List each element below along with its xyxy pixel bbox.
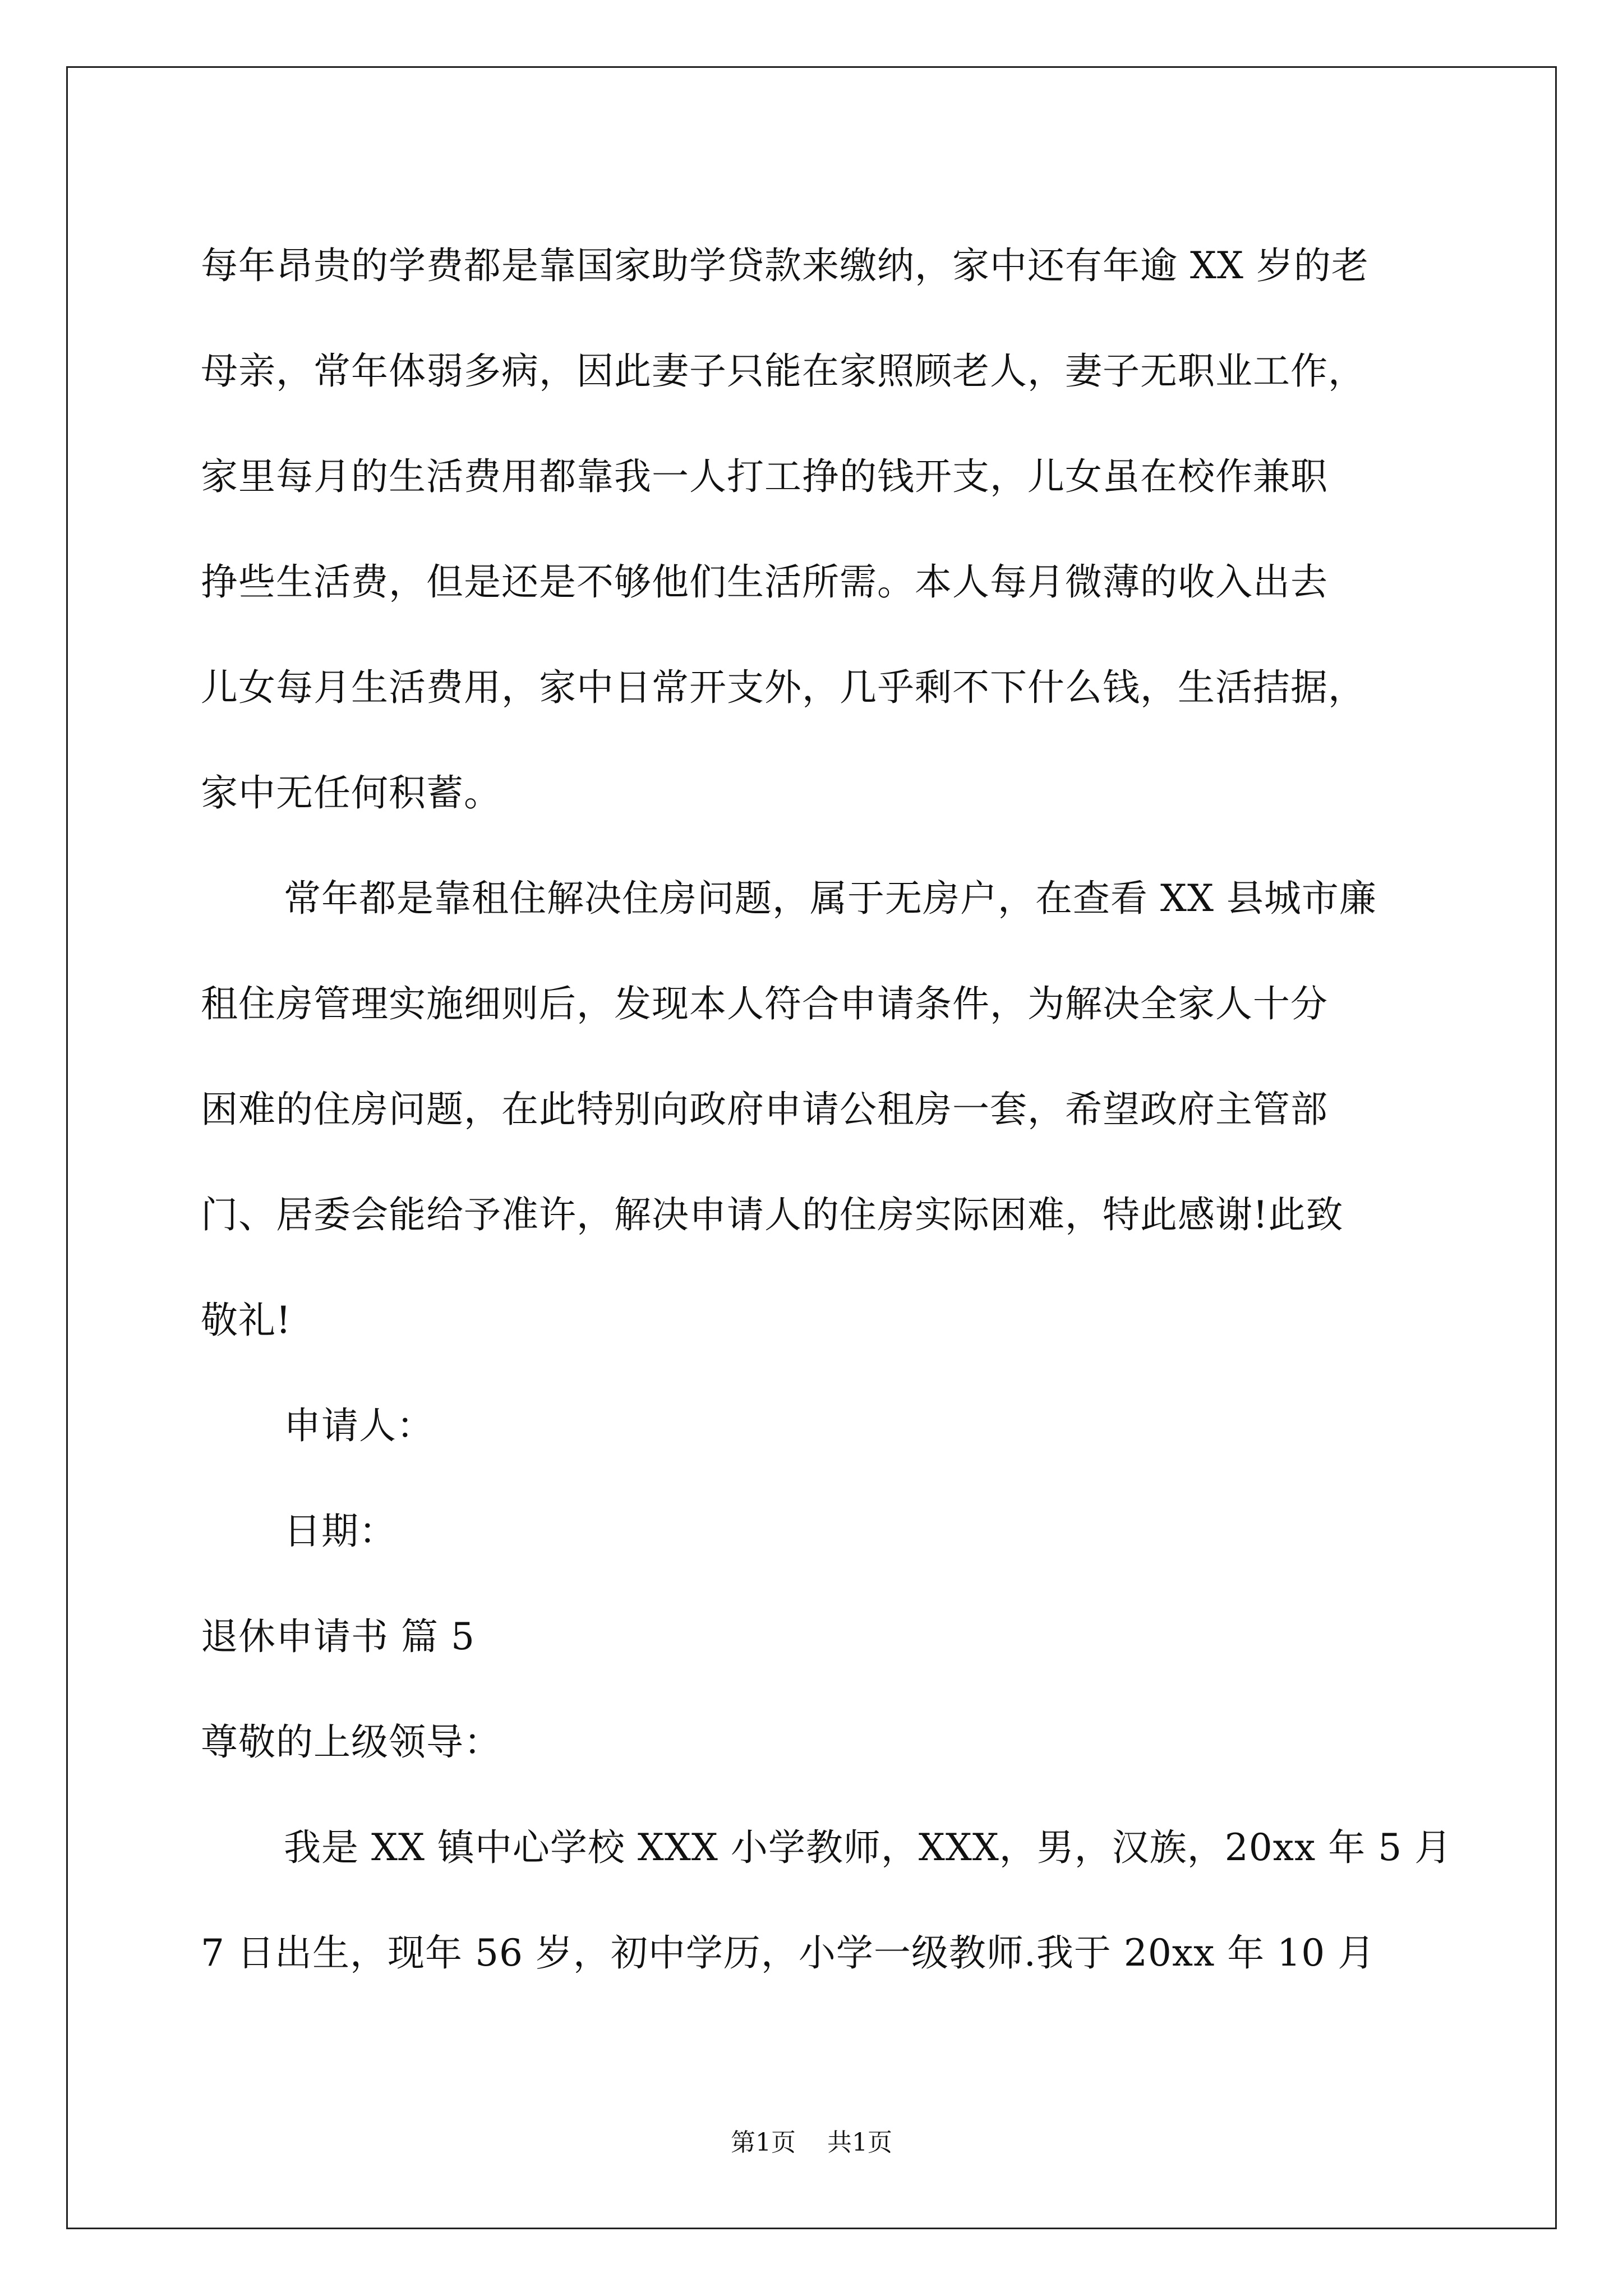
document-body xyxy=(201,213,1463,2006)
body-line: 儿女每月生活费用，家中日常开支外，几乎剩不下什么钱，生活拮据， xyxy=(201,666,1366,709)
body-line: 挣些生活费，但是还是不够他们生活所需。本人每月微薄的收入出去 xyxy=(201,560,1328,604)
body-line: 租住房管理实施细则后，发现本人符合申请条件，为解决全家人十分 xyxy=(201,982,1328,1025)
body-line: 家中无任何积蓄。 xyxy=(201,771,501,815)
applicant-label: 申请人： xyxy=(284,1404,434,1447)
salutation: 尊敬的上级领导： xyxy=(201,1720,501,1764)
body-line: 门、居委会能给予准许，解决申请人的住房实际困难，特此感谢!此致 xyxy=(201,1193,1344,1236)
date-label: 日期： xyxy=(284,1510,396,1553)
body-line: 7 日出生，现年 56 岁，初中学历，小学一级教师.我于 20xx 年 10 月 xyxy=(201,1931,1376,1975)
page-total: 共1页 xyxy=(827,2128,892,2157)
body-line: 家里每月的生活费用都靠我一人打工挣的钱开支，儿女虽在校作兼职 xyxy=(201,455,1328,498)
body-line: 困难的住房问题，在此特别向政府申请公租房一套，希望政府主管部 xyxy=(201,1088,1328,1131)
page-footer xyxy=(0,2126,1623,2160)
body-line: 母亲，常年体弱多病，因此妻子只能在家照顾老人，妻子无职业工作， xyxy=(201,349,1366,393)
section-heading: 退休申请书 篇 5 xyxy=(201,1615,475,1658)
paragraph-start-line: 我是 XX 镇中心学校 XXX 小学教师，XXX，男，汉族，20xx 年 5 月 xyxy=(284,1826,1453,1869)
body-line: 每年昂贵的学费都是靠国家助学贷款来缴纳，家中还有年逾 XX 岁的老 xyxy=(201,244,1369,287)
paragraph-start-line: 常年都是靠租住解决住房问题，属于无房户，在查看 XX 县城市廉 xyxy=(284,877,1377,920)
body-line: 敬礼! xyxy=(201,1299,292,1342)
page-number: 第1页 xyxy=(731,2128,796,2157)
